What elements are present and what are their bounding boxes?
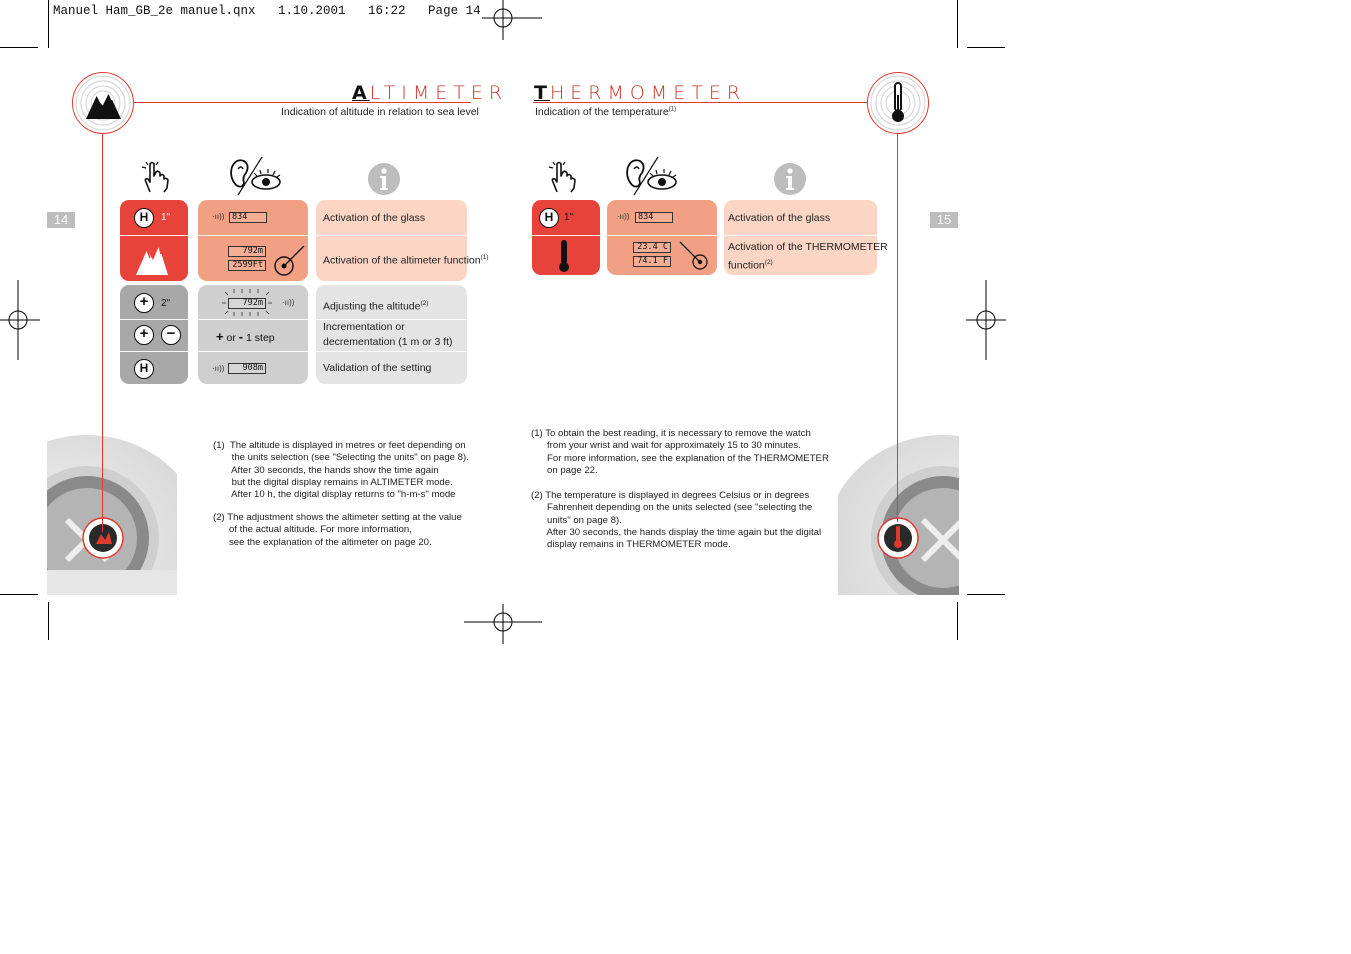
info-icon	[773, 162, 807, 196]
altimeter-emblem	[72, 72, 134, 134]
page-title-thermometer: THERMOMETER	[534, 82, 747, 104]
info-text: Validation of the setting	[323, 362, 432, 374]
guide-line	[102, 132, 103, 532]
crop-mark	[0, 594, 38, 595]
crop-mark	[967, 594, 1005, 595]
registration-mark-icon	[482, 0, 542, 40]
watch-illustration	[838, 420, 959, 595]
row-divider	[607, 235, 717, 236]
ear-eye-icon	[226, 155, 284, 197]
footnote: (2) The adjustment shows the altimeter setting at the value of the actual altitude. For more information, see the explanation of the altimeter on page 20.	[213, 512, 462, 548]
page-number: 15	[930, 212, 958, 228]
sound-icon: ·ıı))	[282, 298, 295, 307]
sound-icon: ·ıı))	[212, 364, 225, 373]
mountain-icon	[135, 242, 169, 276]
print-slug: Manuel Ham_GB_2e manuel.qnx 1.10.2001 16:22 Page 14	[53, 4, 481, 18]
row-divider	[316, 351, 467, 352]
minus-button-icon: −	[161, 325, 181, 345]
watch-illustration	[47, 420, 177, 595]
page-number: 14	[47, 212, 75, 228]
lcd-display: 834	[229, 212, 267, 223]
lcd-display: 2599Ft	[228, 260, 266, 271]
step-indicator: + or - 1 step	[216, 329, 275, 344]
crop-mark	[48, 0, 49, 48]
guide-line	[897, 132, 898, 522]
lcd-display: 23.4 C	[633, 242, 671, 253]
gauge-hand-icon	[272, 244, 306, 278]
page-title-altimeter: ALTIMETER	[352, 82, 509, 104]
footnote: (1) To obtain the best reading, it is necessary to remove the watch from your wrist and wait for approximately 15 to 30 minutes. For more information, see the explanation of the THERMOMETER on page 22.	[531, 428, 829, 476]
info-text: Incrementation or decrementation (1 m or 3 ft)	[323, 321, 453, 348]
press-duration: 2"	[161, 298, 171, 309]
press-duration: 1"	[161, 212, 171, 223]
info-text: Activation of the altimeter function$^{(1)}$	[323, 254, 489, 267]
footnote: (2) The temperature is displayed in degrees Celsius or in degrees Fahrenheit depending on the units selected (see "selecting the units" on page 8). After 30 seconds, the hands display the time again but the digital display remains in THERMOMETER mode.	[531, 490, 822, 551]
registration-mark-icon	[464, 604, 542, 644]
footnote: (1) The altitude is displayed in metres or feet depending on the units selection (see "Selecting the units" on page 8). After 30 seconds, the hands show the time again but the digital display remains in ALTIMETER mode. After 10 h, the digital display returns to "h-m-s" mode	[213, 440, 469, 501]
crop-mark	[957, 602, 958, 640]
crop-mark	[48, 602, 49, 640]
sound-icon: ·ıı))	[617, 212, 630, 221]
hand-press-icon	[545, 158, 579, 194]
hand-press-icon	[138, 158, 172, 194]
h-button-icon: H	[134, 208, 154, 228]
row-divider	[198, 351, 308, 352]
page-subtitle: Indication of the temperature$^{(1)}$	[535, 106, 677, 118]
row-divider	[198, 235, 308, 236]
thermometer-emblem	[867, 72, 929, 134]
thermometer-icon	[892, 83, 904, 122]
lcd-display: 908m	[228, 363, 266, 374]
crop-mark	[957, 0, 958, 48]
page-subtitle: Indication of altitude in relation to sea level	[281, 106, 479, 118]
ear-eye-icon	[622, 155, 680, 197]
blink-rays-icon	[220, 288, 274, 318]
row-divider	[120, 351, 188, 352]
row-divider	[316, 235, 467, 236]
lcd-display: 792m	[228, 298, 266, 309]
registration-mark-icon	[966, 280, 1006, 360]
lcd-display: 74.1 F	[633, 256, 671, 267]
info-text: Activation of the glass	[728, 212, 831, 224]
crop-mark	[0, 47, 38, 48]
gauge-hand-icon	[676, 240, 712, 272]
info-text: Activation of the glass	[323, 212, 426, 224]
crop-mark	[967, 47, 1005, 48]
sound-icon: ·ıı))	[212, 212, 225, 221]
info-icon	[367, 162, 401, 196]
row-divider	[532, 235, 600, 236]
plus-button-icon: +	[134, 293, 154, 313]
lcd-display: 834	[635, 212, 673, 223]
row-divider	[724, 235, 877, 236]
h-button-icon: H	[134, 359, 154, 379]
press-duration: 1"	[564, 212, 574, 223]
row-divider	[120, 319, 188, 320]
lcd-display: 792m	[228, 246, 266, 257]
row-divider	[198, 319, 308, 320]
plus-button-icon: +	[134, 325, 154, 345]
thermometer-icon	[555, 238, 573, 274]
h-button-icon: H	[539, 208, 559, 228]
info-text: Activation of the THERMOMETER function$^{(2)}$	[728, 241, 888, 272]
info-text: Adjusting the altitude$^{(2)}$	[323, 300, 429, 313]
registration-mark-icon	[0, 280, 40, 360]
row-divider	[120, 235, 188, 236]
